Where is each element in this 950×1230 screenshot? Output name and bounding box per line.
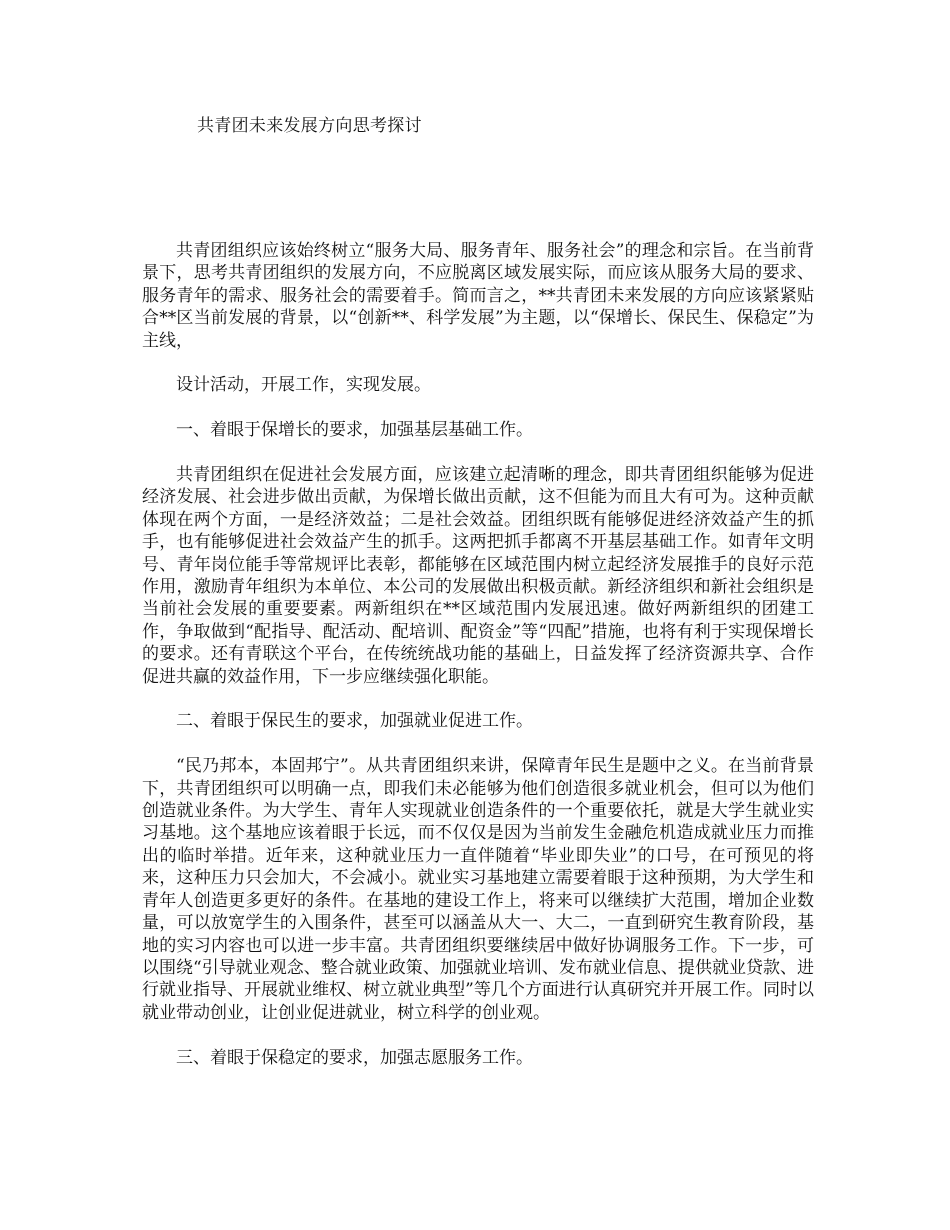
section-heading-1: 一、着眼于保增长的要求，加强基层基础工作。 [176, 420, 533, 441]
section-heading-3: 三、着眼于保稳定的要求，加强志愿服务工作。 [176, 1047, 533, 1068]
section-heading-2: 二、着眼于保民生的要求，加强就业促进工作。 [176, 711, 533, 732]
paragraph-continuation: 设计活动，开展工作，实现发展。 [176, 375, 431, 396]
document-body [142, 240, 814, 1091]
paragraph-section-1: 共青团组织在促进社会发展方面，应该建立起清晰的理念，即共青团组织能够为促进经济发展、社会进步做出贡献，为保增长做出贡献，这不但能为而且大有可为。这种贡献体现在两个方面，一是经济效益；二是社会效益。团组织既有能够促进经济效益产生的抓手，也有能够促进社会效益产生的抓手。这两把抓手都离不开基层基础工作。如青年文明号、青年岗位能手等常规评比表彰，都能够在区域范围内树立起经济发展推手的良好示范作用，激励青年组织为本单位、本公司的发展做出积极贡献。新经济组织和新社会组织是当前社会发展的重要要素。两新组织在**区域范围内发展迅速。做好两新组织的团建工作，争取做到“配指导、配活动、配培训、配资金”等“四配”措施，也将有利于实现保增长的要求。还有青联这个平台，在传统统战功能的基础上，日益发挥了经济资源共享、合作促进共赢的效益作用，下一步应继续强化职能。 [142, 465, 814, 687]
paragraph-intro: 共青团组织应该始终树立“服务大局、服务青年、服务社会”的理念和宗旨。在当前背景下，思考共青团组织的发展方向，不应脱离区域发展实际，而应该从服务大局的要求、服务青年的需求、服务社会的需要着手。简而言之，**共青团未来发展的方向应该紧紧贴合**区当前发展的背景，以“创新**、科学发展”为主题，以“保增长、保民生、保稳定”为主线， [142, 241, 814, 351]
document-title: 共青团未来发展方向思考探讨 [197, 116, 422, 136]
paragraph-section-2: “民乃邦本，本固邦宁”。从共青团组织来讲，保障青年民生是题中之义。在当前背景下，共青团组织可以明确一点，即我们未必能够为他们创造很多就业机会，但可以为他们创造就业条件。为大学生、青年人实现就业创造条件的一个重要依托，就是大学生就业实习基地。这个基地应该着眼于长远，而不仅仅是因为当前发生金融危机造成就业压力而推出的临时举措。近年来，这种就业压力一直伴随着“毕业即失业”的口号，在可预见的将来，这种压力只会加大，不会减小。就业实习基地建立需要着眼于这种预期，为大学生和青年人创造更多更好的条件。在基地的建设工作上，将来可以继续扩大范围，增加企业数量，可以放宽学生的入围条件，甚至可以涵盖从大一、大二，一直到研究生教育阶段，基地的实习内容也可以进一步丰富。共青团组织要继续居中做好协调服务工作。下一步，可以围绕“引导就业观念、整合就业政策、加强就业培训、发布就业信息、提供就业贷款、进行就业指导、开展就业维权、树立就业典型”等几个方面进行认真研究并开展工作。同时以就业带动创业，让创业促进就业，树立科学的创业观。 [142, 756, 814, 1023]
